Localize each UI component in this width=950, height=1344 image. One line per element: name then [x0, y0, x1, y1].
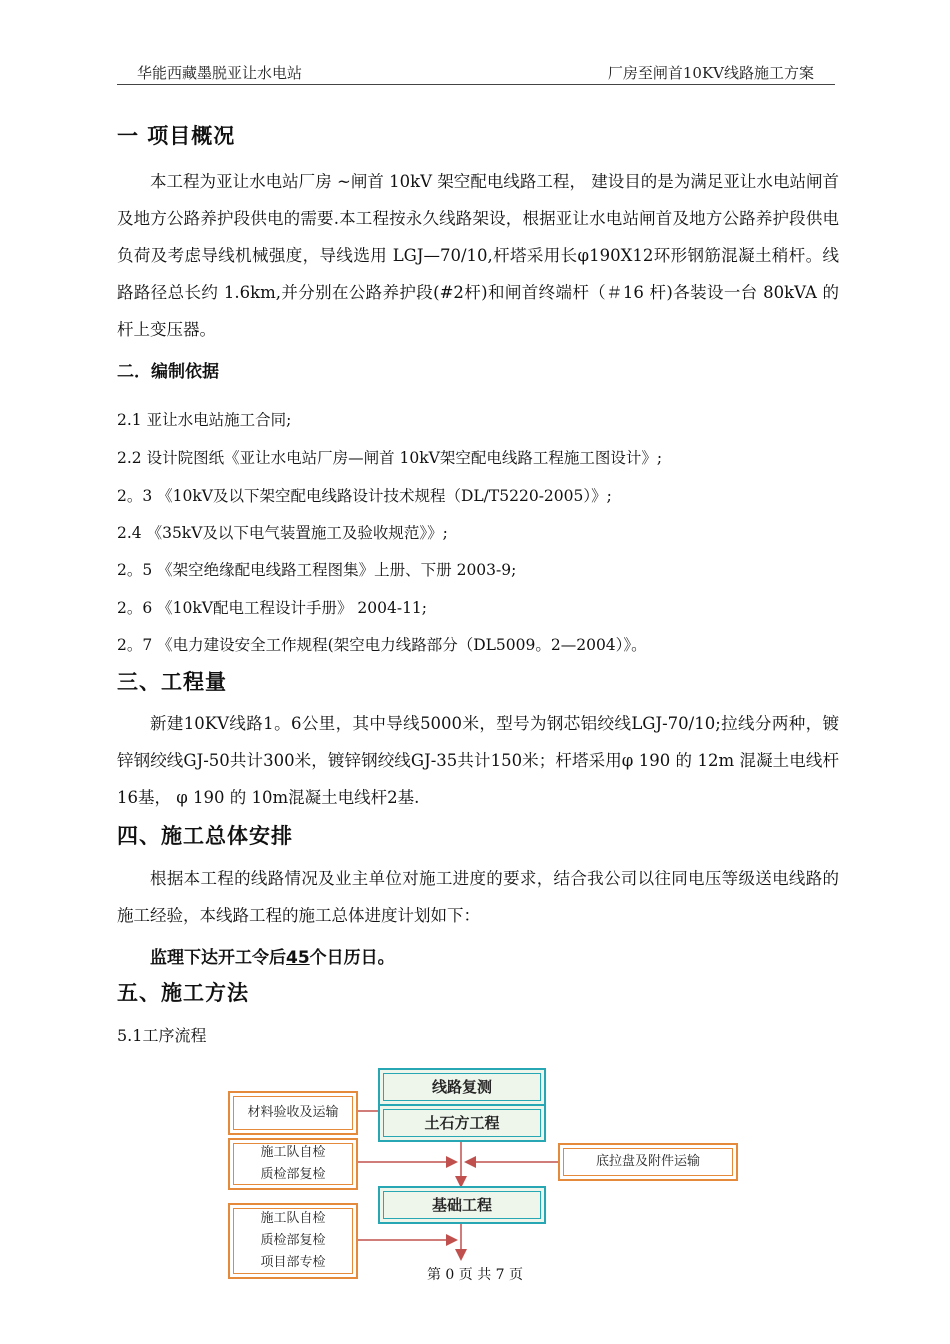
check1-line1: 施工队自检	[260, 1145, 326, 1160]
survey-label: 线路复测	[431, 1078, 492, 1096]
earthwork-label: 土石方工程	[424, 1114, 500, 1132]
materials-box	[228, 1091, 358, 1135]
check1-line2: 质检部复检	[260, 1167, 326, 1182]
materials-label: 材料验收及运输	[247, 1105, 339, 1120]
reference-item-2: 2.2 设计院图纸《亚让水电站厂房—闸首 10kV架空配电线路工程施工图设计》;	[117, 449, 663, 467]
section3-title: 三、工程量	[117, 670, 227, 694]
section3-paragraph: 新建10KV线路1。6公里，其中导线5000米，型号为钢芯铝绞线LGJ-70/10;拉线分两种，镀锌钢绞线GJ-50共计300米，镀锌钢绞线GJ-35共计150米；杆塔采用φ 190 的 12m 混凝土电线杆16基， φ 190 的 10m混凝土电线杆2基.	[117, 714, 839, 807]
schedule-suffix: 个日历日。	[309, 948, 395, 968]
section5-title: 五、施工方法	[117, 981, 249, 1005]
survey-box	[378, 1068, 546, 1106]
earthwork-box	[378, 1104, 546, 1142]
section5-subtitle: 5.1工序流程	[117, 1026, 207, 1045]
foundation-box	[378, 1186, 546, 1224]
check2-line3: 项目部专检	[260, 1255, 326, 1270]
reference-item-6: 2。6 《10kV配电工程设计手册》 2004-11;	[117, 599, 428, 617]
anchor-box	[558, 1143, 738, 1181]
check1-box	[228, 1138, 358, 1190]
reference-item-7: 2。7 《电力建设安全工作规程(架空电力线路部分（DL5009。2—2004）》。	[117, 636, 647, 654]
reference-item-3: 2。3 《10kV及以下架空配电线路设计技术规程（DL/T5220-2005）》;	[117, 487, 612, 505]
section2-title: 二．编制依据	[117, 362, 219, 382]
check2-line1: 施工队自检	[260, 1211, 326, 1226]
check2-line2: 质检部复检	[260, 1233, 326, 1248]
schedule-days: 45	[286, 948, 310, 968]
schedule-prefix: 监理下达开工令后	[150, 948, 286, 968]
reference-item-1: 2.1 亚让水电站施工合同;	[117, 411, 292, 429]
check1-labels	[260, 1142, 325, 1186]
section4-paragraph: 根据本工程的线路情况及业主单位对施工进度的要求，结合我公司以往同电压等级送电线路的施工经验，本线路工程的施工总体进度计划如下：	[117, 869, 839, 925]
reference-item-5: 2。5 《架空绝缘配电线路工程图集》上册、下册 2003-9;	[117, 561, 517, 579]
anchor-label: 底拉盘及附件运输	[595, 1154, 700, 1169]
section1-title: 一 项目概况	[117, 124, 236, 148]
check2-labels	[260, 1208, 325, 1274]
foundation-label: 基础工程	[431, 1196, 492, 1214]
reference-item-4: 2.4 《35kV及以下电气装置施工及验收规范》》;	[117, 524, 448, 542]
section4-title: 四、施工总体安排	[117, 824, 293, 848]
header-right: 厂房至闸首10KV线路施工方案	[607, 64, 814, 82]
page-footer: 第 0 页 共 7 页	[426, 1267, 524, 1283]
section1-paragraph: 本工程为亚让水电站厂房 ~闸首 10kV 架空配电线路工程， 建设目的是为满足亚让水电站闸首及地方公路养护段供电的需要.本工程按永久线路架设，根据亚让水电站闸首及地方公路养护段供电负荷及考虑导线机械强度，导线选用 LGJ—70/10,杆塔采用长φ190X12环形钢筋混凝土稍杆。线路路径总长约 1.6km,并分别在公路养护段(#2杆)和闸首终端杆（＃16 杆)各装设一台 80kVA 的杆上变压器。	[117, 172, 839, 339]
header-left: 华能西藏墨脱亚让水电站	[137, 64, 303, 82]
